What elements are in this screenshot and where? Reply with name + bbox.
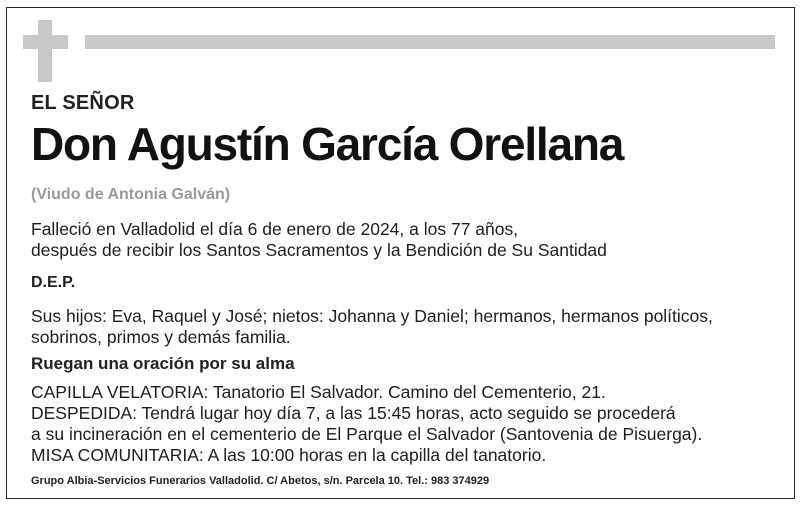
funeral-home-footer: Grupo Albia-Servicios Funerarios Valladolid. C/ Abetos, s/n. Parcela 10. Tel.: 983 374929 [31,475,490,487]
prayer-request: Ruegan una oración por su alma [31,354,295,373]
family-line: sobrinos, primos y demás familia. [31,327,291,347]
service-line: MISA COMUNITARIA: A las 10:00 horas en la capilla del tanatorio. [31,445,547,465]
service-details [31,382,702,466]
cross-horizontal-bar [23,35,68,49]
death-line: después de recibir los Santos Sacramentos y la Bendición de Su Santidad [31,240,607,260]
widow-note: (Viudo de Antonia Galván) [31,186,231,203]
deceased-name: Don Agustín García Orellana [31,118,624,170]
service-line: a su incineración en el cementerio de El Parque el Salvador (Santovenia de Pisuerga). [31,424,703,444]
honorific: EL SEÑOR [31,92,135,114]
header-rule [85,35,775,49]
cross-vertical-bar [38,20,52,82]
service-line: DESPEDIDA: Tendrá lugar hoy día 7, a las 15:45 horas, acto seguido se procederá [31,403,676,423]
service-line: CAPILLA VELATORIA: Tanatorio El Salvador. Camino del Cementerio, 21. [31,382,606,402]
death-notice [31,219,607,261]
family-notice [31,306,713,348]
rest-in-peace: D.E.P. [31,274,76,291]
family-line: Sus hijos: Eva, Raquel y José; nietos: Johanna y Daniel; hermanos, hermanos políticos, [31,306,713,326]
death-line: Falleció en Valladolid el día 6 de enero de 2024, a los 77 años, [31,219,519,239]
